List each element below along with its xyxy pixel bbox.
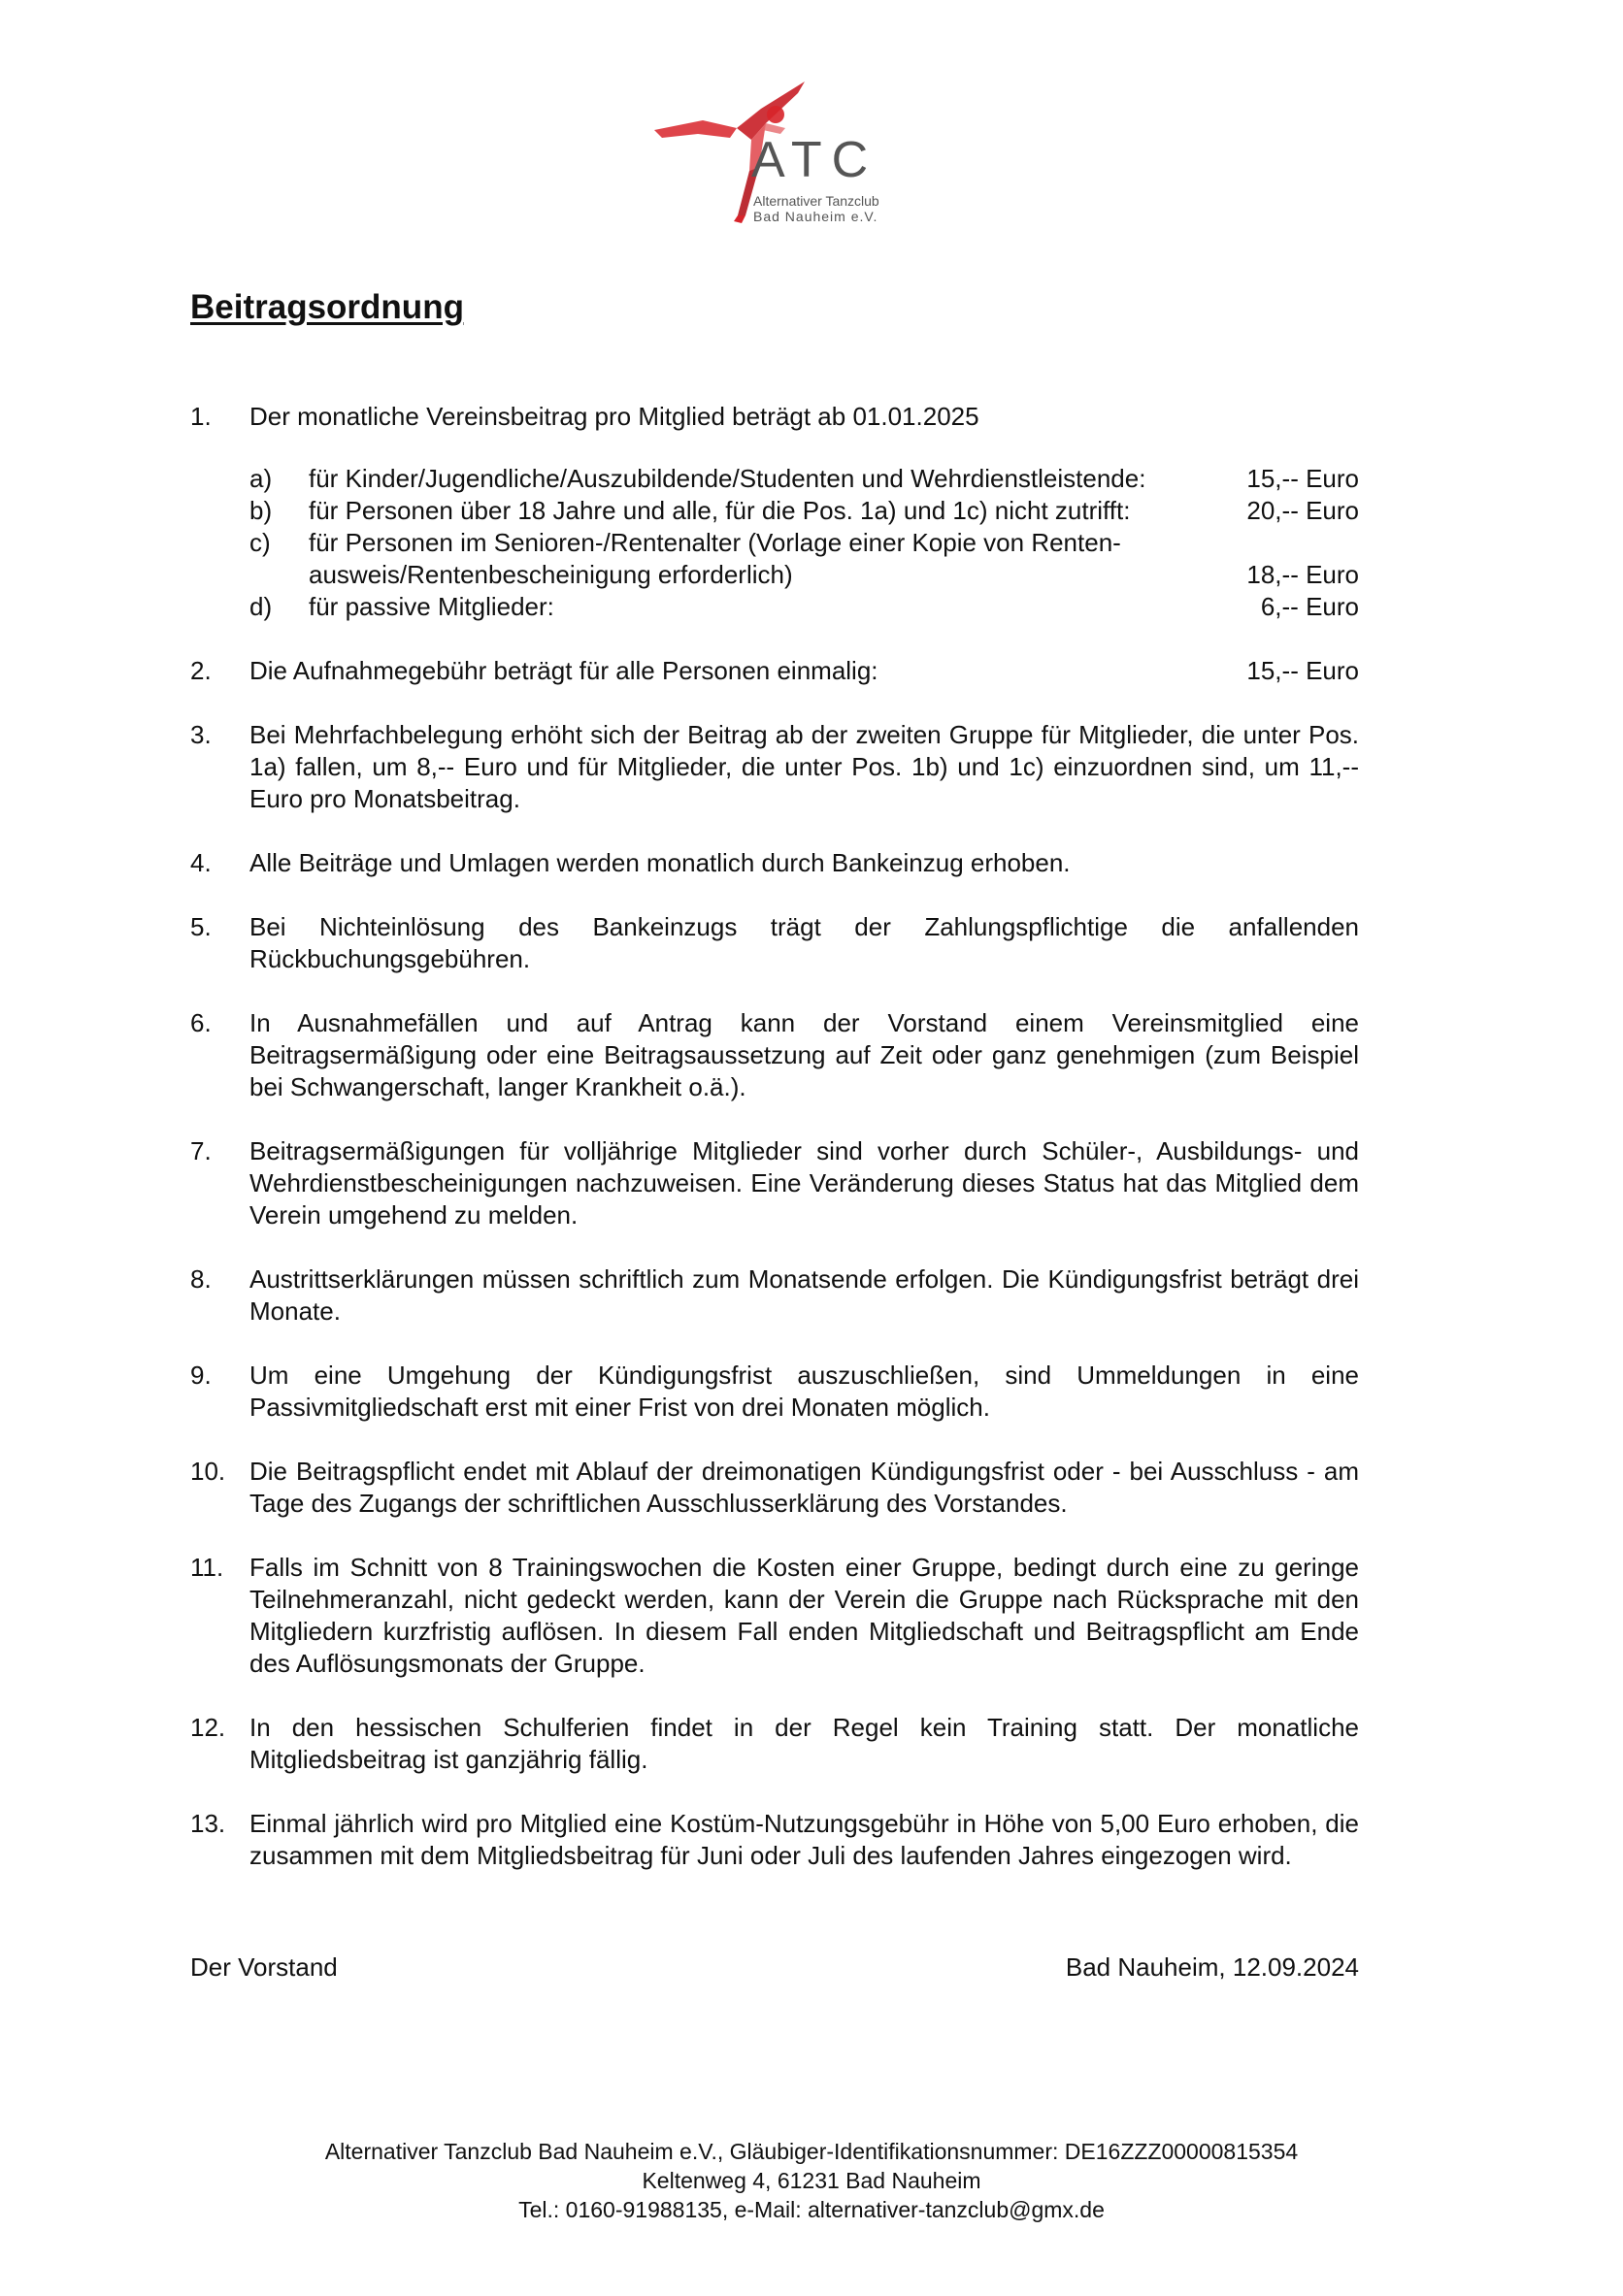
item-number: 1. — [190, 402, 212, 431]
fee-row-d — [249, 591, 1359, 623]
fee-price: 20,-- Euro — [1246, 496, 1359, 525]
item-number: 3. — [190, 720, 212, 749]
item-text: Die Beitragspflicht endet mit Ablauf der dreimonatigen Kündigungsfrist oder - bei Ausschluss - am Tage des Zugangs der schriftlichen Ausschlusserklärung des Vorstandes. — [249, 1457, 1359, 1518]
list-item-6 — [190, 1007, 1359, 1103]
item-text: Einmal jährlich wird pro Mitglied eine Kostüm-Nutzungsgebühr in Höhe von 5,00 Euro erhoben, die zusammen mit dem Mitgliedsbeitrag für Juni oder Juli des laufenden Jahres eingezogen wird. — [249, 1809, 1359, 1870]
item-number: 11. — [190, 1553, 224, 1582]
document-body — [190, 288, 1359, 1872]
item-number: 2. — [190, 656, 212, 685]
signature-place-date: Bad Nauheim, 12.09.2024 — [1065, 1952, 1359, 1982]
fee-row-b — [249, 495, 1359, 527]
item-text: In den hessischen Schulferien findet in der Regel kein Training statt. Der monatliche Mitgliedsbeitrag ist ganzjährig fällig. — [249, 1713, 1359, 1774]
item-number: 9. — [190, 1361, 212, 1390]
item-number: 13. — [190, 1809, 226, 1838]
fee-description: für Personen im Senioren-/Rentenalter (Vorlage einer Kopie von Renten- — [309, 528, 1121, 557]
page-title: Beitragsordnung — [190, 288, 464, 326]
item-number: 6. — [190, 1008, 212, 1037]
club-logo — [645, 70, 907, 235]
item-text: Bei Nichteinlösung des Bankeinzugs trägt der Zahlungspflichtige die anfallenden Rückbuchungsgebühren. — [249, 912, 1359, 973]
item-text: Der monatliche Vereinsbeitrag pro Mitglied beträgt ab 01.01.2025 — [249, 402, 979, 431]
item-text: Austrittserklärungen müssen schriftlich zum Monatsende erfolgen. Die Kündigungsfrist beträgt drei Monate. — [249, 1264, 1359, 1326]
list-item-12 — [190, 1712, 1359, 1776]
imprint-line-3: Tel.: 0160-91988135, e-Mail: alternativer-tanzclub@gmx.de — [518, 2197, 1105, 2222]
fee-letter: d) — [249, 592, 273, 621]
list-item-11 — [190, 1552, 1359, 1680]
logo-line2: Bad Nauheim e.V. — [753, 209, 878, 224]
item-text: Alle Beiträge und Umlagen werden monatlich durch Bankeinzug erhoben. — [249, 848, 1071, 877]
fee-description: für Personen über 18 Jahre und alle, für die Pos. 1a) und 1c) nicht zutrifft: — [309, 496, 1131, 525]
fee-price: 18,-- Euro — [1246, 560, 1359, 589]
item-text: In Ausnahmefällen und auf Antrag kann der Vorstand einem Vereinsmitglied eine Beitragsermäßigung oder eine Beitragsaussetzung auf Zeit oder ganz genehmigen (zum Beispiel bei Schwangerschaft, langer Krankheit o.ä.). — [249, 1008, 1359, 1101]
fee-price: 6,-- Euro — [1260, 592, 1359, 621]
list-item-3 — [190, 719, 1359, 815]
list-item-1 — [190, 401, 1359, 623]
item-number: 12. — [190, 1713, 226, 1742]
item-price: 15,-- Euro — [1246, 656, 1359, 685]
signature-board: Der Vorstand — [190, 1952, 338, 1982]
item-number: 8. — [190, 1264, 212, 1294]
logo-line1: Alternativer Tanzclub — [753, 193, 879, 209]
fee-letter: a) — [249, 464, 273, 493]
item-number: 10. — [190, 1457, 226, 1486]
fee-row-c — [249, 527, 1359, 591]
fee-description: für passive Mitglieder: — [309, 592, 554, 621]
fee-letter: c) — [249, 528, 271, 557]
list-item-2 — [190, 655, 1359, 687]
list-item-5 — [190, 911, 1359, 975]
imprint-footer — [0, 2137, 1623, 2224]
fee-letter: b) — [249, 496, 273, 525]
list-item-4 — [190, 847, 1359, 879]
list-item-8 — [190, 1263, 1359, 1328]
imprint-line-1: Alternativer Tanzclub Bad Nauheim e.V., Gläubiger-Identifikationsnummer: DE16ZZZ00000815354 — [324, 2139, 1299, 2164]
list-item-13 — [190, 1808, 1359, 1872]
item-text: Bei Mehrfachbelegung erhöht sich der Beitrag ab der zweiten Gruppe für Mitglieder, die unter Pos. 1a) fallen, um 8,-- Euro und für Mitglieder, die unter Pos. 1b) und 1c) einzuordnen sind, um 11,-- Euro pro Monatsbeitrag. — [249, 720, 1359, 813]
item-text: Falls im Schnitt von 8 Trainingswochen die Kosten einer Gruppe, bedingt durch eine zu geringe Teilnehmeranzahl, nicht gedeckt werden, kann der Verein die Gruppe nach Rücksprache mit den Mitgliedern kurzfristig auflösen. In diesem Fall enden Mitgliedschaft und Beitragspflicht am Ende des Auflösungsmonats der Gruppe. — [249, 1553, 1359, 1678]
fee-price: 15,-- Euro — [1246, 464, 1359, 493]
list-item-7 — [190, 1135, 1359, 1231]
list-item-10 — [190, 1456, 1359, 1520]
list-item-9 — [190, 1360, 1359, 1424]
imprint-line-2: Keltenweg 4, 61231 Bad Nauheim — [642, 2168, 981, 2193]
fee-row-a — [249, 463, 1359, 495]
logo-letters: ATC — [751, 132, 878, 188]
dancer-logo-graphic — [645, 70, 907, 235]
item-number: 5. — [190, 912, 212, 941]
item-number: 7. — [190, 1136, 212, 1165]
item-text: Um eine Umgehung der Kündigungsfrist auszuschließen, sind Ummeldungen in eine Passivmitgliedschaft erst mit einer Frist von drei Monaten möglich. — [249, 1361, 1359, 1422]
fee-description-continued: ausweis/Rentenbescheinigung erforderlich) — [309, 560, 793, 589]
fee-description: für Kinder/Jugendliche/Auszubildende/Studenten und Wehrdienstleistende: — [309, 464, 1146, 493]
item-number: 4. — [190, 848, 212, 877]
item-text: Beitragsermäßigungen für volljährige Mitglieder sind vorher durch Schüler-, Ausbildungs- und Wehrdienstbescheinigungen nachzuweisen. Eine Veränderung dieses Status hat das Mitglied dem Verein umgehend zu melden. — [249, 1136, 1359, 1230]
signature-line — [190, 1952, 1359, 1983]
fee-table — [249, 463, 1359, 623]
item-text: Die Aufnahmegebühr beträgt für alle Personen einmalig: — [249, 656, 878, 685]
